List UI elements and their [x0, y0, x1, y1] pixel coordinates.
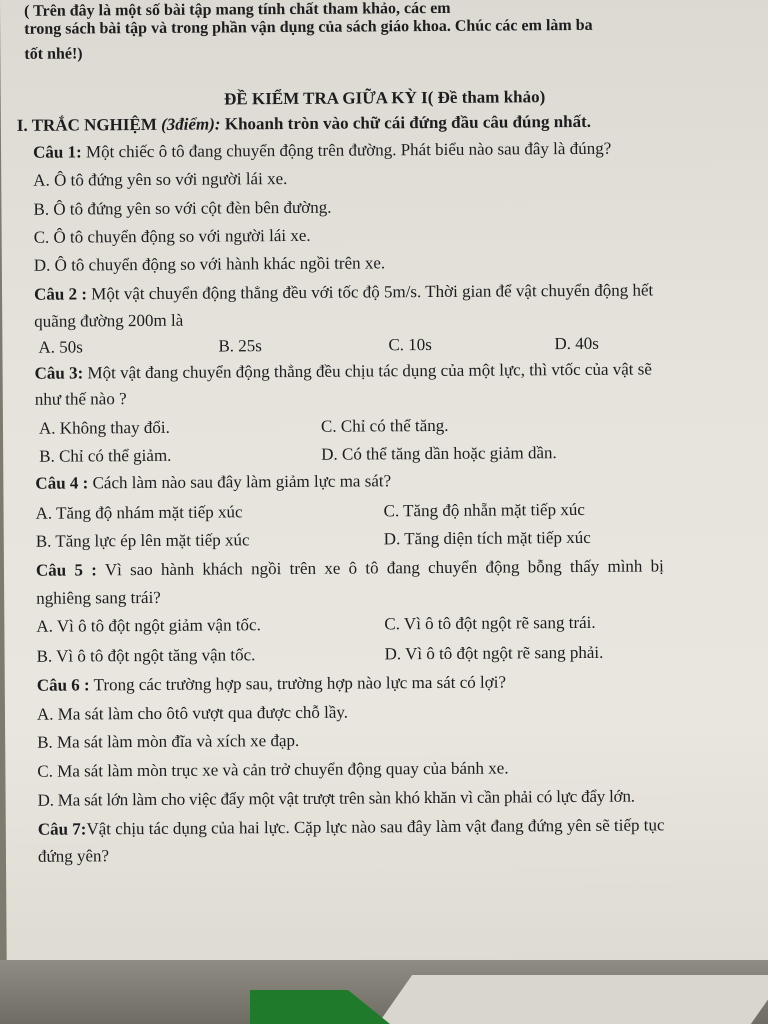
section-label: I. TRẮC NGHIỆM	[16, 114, 157, 135]
question-7-text-2: đứng yên?	[37, 846, 110, 866]
question-4-label: Câu 4 :	[35, 473, 89, 493]
q6-option-d: D. Ma sát lớn làm cho việc đẩy một vật trượt trên sàn khó khăn vì cần phải có lực đẩy lớn.	[37, 786, 635, 810]
question-1-label: Câu 1:	[32, 142, 82, 162]
question-2-text-2: quãng đường 200m là	[34, 310, 184, 331]
question-1-text: Một chiếc ô tô đang chuyển động trên đường. Phát biểu nào sau đây là đúng?	[85, 138, 612, 162]
q6-option-c: C. Ma sát làm mòn trục xe và cản trở chuyển động quay của bánh xe.	[37, 758, 509, 781]
q2-option-a: A. 50s	[38, 337, 83, 357]
question-2-label: Câu 2 :	[33, 284, 88, 304]
q4-option-c: C. Tăng độ nhẵn mặt tiếp xúc	[383, 499, 585, 521]
q2-option-c: C. 10s	[388, 334, 432, 355]
q3-option-d: D. Có thể tăng dần hoặc giảm dần.	[321, 443, 557, 464]
question-7-text-1: Vật chịu tác dụng của hai lực. Cặp lực nào sau đây làm vật đang đứng yên sẽ tiếp tục	[86, 815, 665, 839]
q1-option-a: A. Ô tô đứng yên so với người lái xe.	[33, 168, 288, 190]
q5-option-a: A. Vì ô tô đột ngột giảm vận tốc.	[36, 615, 261, 636]
q5-option-d: D. Vì ô tô đột ngột rẽ sang phải.	[384, 642, 604, 664]
q3-option-c: C. Chỉ có thể tăng.	[320, 415, 449, 436]
q1-option-d: D. Ô tô chuyển động so với hành khác ngồi trên xe.	[33, 253, 386, 275]
q3-option-b: B. Chỉ có thể giảm.	[39, 445, 172, 466]
question-3-text-2: như thế nào ?	[34, 389, 127, 409]
q1-option-b: B. Ô tô đứng yên so với cột đèn bên đường.	[33, 197, 332, 219]
question-3-label: Câu 3:	[34, 363, 84, 383]
question-6	[37, 672, 506, 695]
q6-option-b: B. Ma sát làm mòn đĩa và xích xe đạp.	[37, 730, 300, 752]
q5-option-b: B. Vì ô tô đột ngột tăng vận tốc.	[36, 645, 256, 666]
section-heading	[17, 112, 591, 136]
question-5-label: Câu 5 :	[35, 560, 97, 580]
q4-option-d: D. Tăng diện tích mặt tiếp xúc	[383, 527, 591, 549]
question-5	[36, 556, 664, 580]
q4-option-b: B. Tăng lực ép lên mặt tiếp xúc	[35, 530, 250, 551]
q1-option-c: C. Ô tô chuyển động so với người lái xe.	[33, 225, 311, 247]
exam-title: ĐỀ KIỂM TRA GIỮA KỲ I( Đề tham khảo)	[224, 87, 546, 109]
section-points: (3điểm):	[161, 114, 221, 134]
intro-line-2: trong sách bài tập và trong phần vận dụng của sách giáo khoa. Chúc các em làm ba	[24, 16, 593, 38]
q3-option-a: A. Không thay đổi.	[38, 417, 170, 438]
intro-line-3: tốt nhé!)	[24, 45, 83, 63]
q6-option-a: A. Ma sát làm cho ôtô vượt qua được chỗ lầy.	[36, 702, 349, 724]
question-6-label: Câu 6 :	[36, 675, 90, 695]
question-1	[33, 139, 611, 163]
question-7	[38, 815, 665, 839]
question-6-text: Trong các trường hợp sau, trường hợp nào lực ma sát có lợi?	[93, 672, 507, 695]
intro-line-1: ( Trên đây là một số bài tập mang tính chất tham khảo, các em	[24, 0, 451, 20]
underlying-sheet	[378, 975, 768, 1024]
question-2-text-1: Một vật chuyển động thẳng đều với tốc độ 5m/s. Thời gian để vật chuyển động hết	[91, 280, 654, 304]
question-4-text: Cách làm nào sau đây làm giảm lực ma sát?	[92, 471, 392, 493]
question-3	[35, 359, 652, 383]
q4-option-a: A. Tăng độ nhám mặt tiếp xúc	[35, 502, 243, 523]
question-4	[35, 471, 391, 493]
q2-option-d: D. 40s	[554, 333, 599, 354]
section-instruction: Khoanh tròn vào chữ cái đứng đầu câu đúng nhất.	[224, 111, 592, 134]
question-5-text-1: Vì sao hành khách ngồi trên xe ô tô đang chuyển động bỗng thấy mình bị	[104, 556, 664, 580]
question-3-text-1: Một vật đang chuyển động thẳng đều chịu tác dụng của một lực, thì vtốc của vật sẽ	[87, 359, 652, 383]
q5-option-c: C. Vì ô tô đột ngột rẽ sang trái.	[384, 612, 596, 634]
question-7-label: Câu 7:	[37, 819, 87, 839]
q2-option-b: B. 25s	[218, 336, 262, 356]
question-2	[34, 280, 653, 304]
question-5-text-2: nghiêng sang trái?	[36, 587, 161, 608]
